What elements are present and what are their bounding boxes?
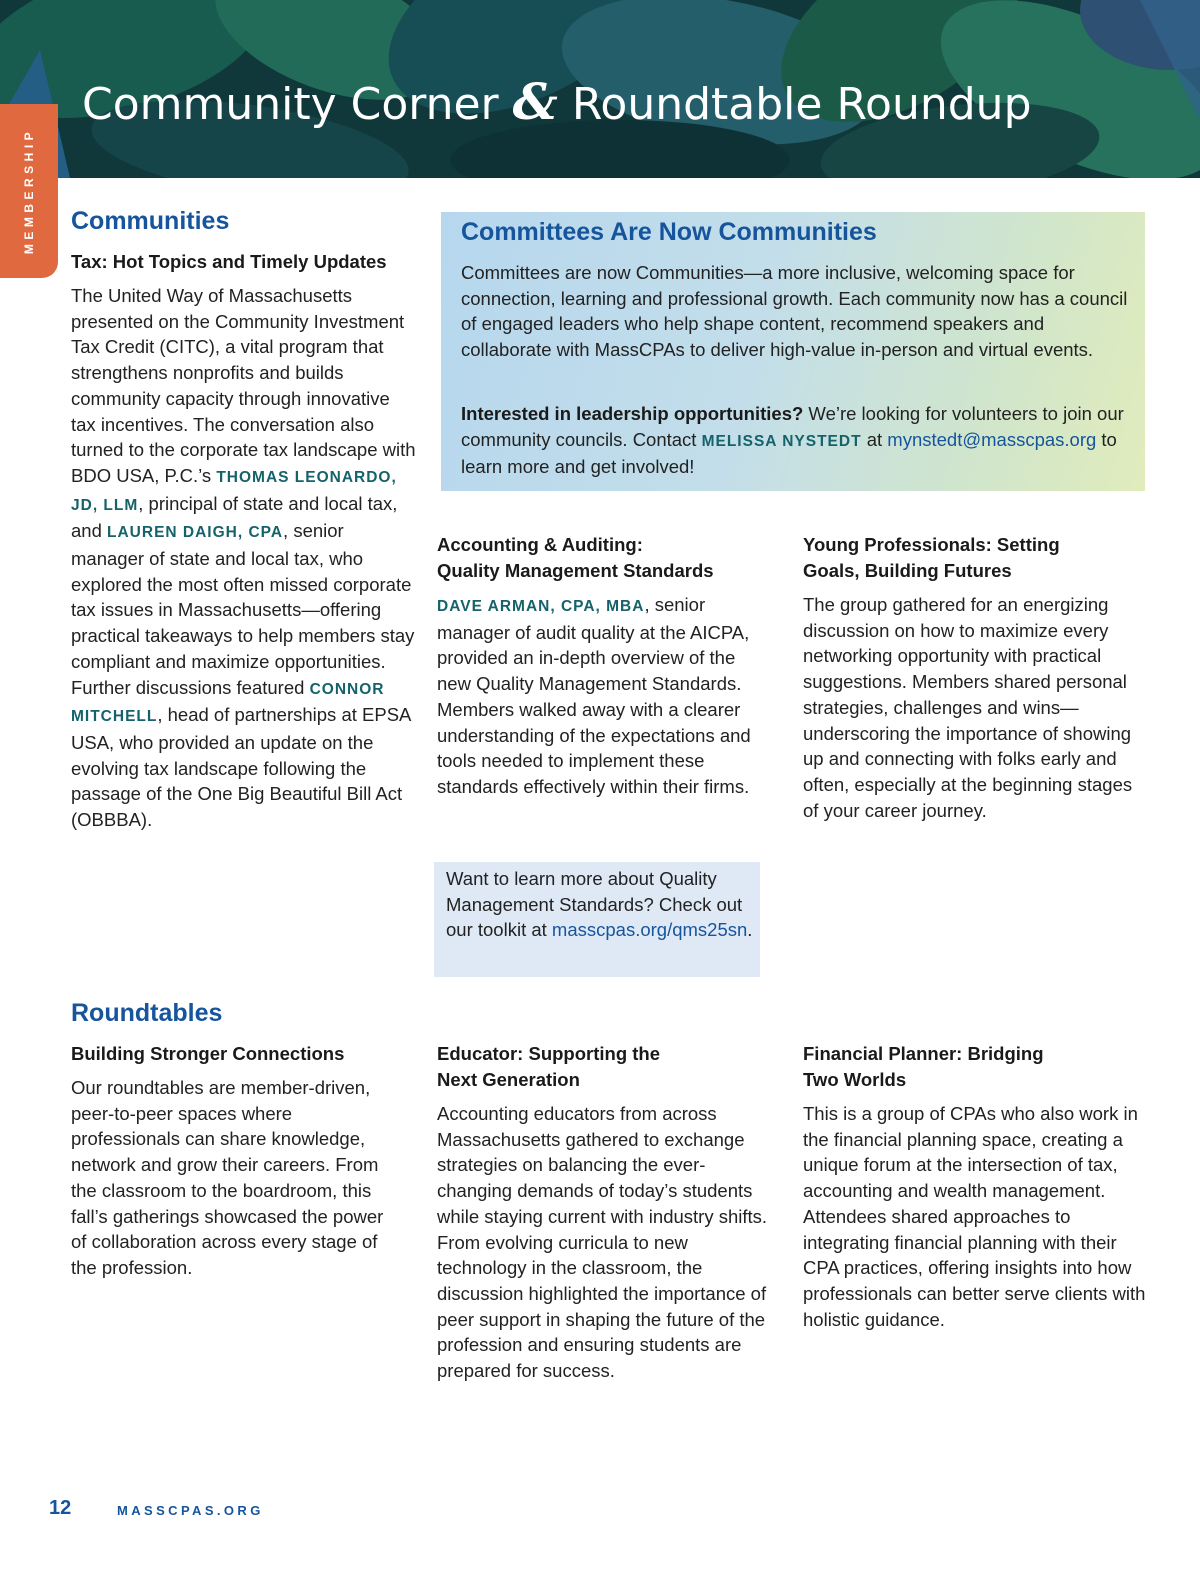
planner-heading-line-1: Financial Planner: Bridging [803,1043,1044,1064]
roundtables-intro-heading: Building Stronger Connections [71,1043,345,1064]
page-title [82,72,1032,131]
roundtables-intro-text: Our roundtables are member-driven, peer-to-peer spaces where professionals can share knowledge, network and grow their careers. From the classroom to the boardroom, this fall’s gatherings showcased the power of collaboration across every stage of the profession. [71,1077,384,1278]
communities-title: Communities [71,207,230,235]
header-banner [0,0,1200,178]
qms-tip-box [434,862,760,977]
tax-text-4: , head of partnerships at EPSA USA, who provided an update on the evolving tax landscape following the passage of the One Big Beautiful Bill Act (OBBBA). [71,704,411,831]
accounting-article [437,592,772,800]
tip-body: Want to learn more about Quality Management Standards? Check out our toolkit at [446,868,743,941]
page-number: 12 [49,1497,72,1519]
financial-planner-heading [803,1041,1143,1092]
tax-text-3: , senior manager of state and local tax, who explored the most often missed corporate tax issues in Massachusetts—offering practical takeaways to help members stay compliant and maximize opportunities. Further discussions featured [71,520,415,698]
highlight-body: Committees are now Communities—a more inclusive, welcoming space for connection, learning and professional growth. Each community now has a council of engaged leaders who help shape content, recommend speakers and collaborate with MassCPAs to deliver high-value in-person and virtual events. [461,262,1128,361]
educator-heading-line-1: Educator: Supporting the [437,1043,661,1064]
highlight-cta [461,401,1131,480]
title-ampersand: & [512,72,558,131]
footer-site-link[interactable]: MASSCPAS.ORG [117,1503,264,1518]
accounting-text: , senior manager of audit quality at the AICPA, provided an in-depth overview of the new Quality Management Standards. Members walked away with a clearer understanding of the expectations and tools needed to implement these standards effectively within their firms. [437,594,751,797]
young-heading-line-1: Young Professionals: Setting [803,534,1060,555]
educator-article: Accounting educators from across Massachusetts gathered to exchange strategies on balancing the ever-changing demands of today’s students while staying current with industry shifts. From evolving curricula to new technology in the classroom, the discussion highlighted the importance of peer support in shaping the future of the profession and ensuring students are prepared for success. [437,1103,768,1382]
cta-lead: Interested in leadership opportunities? [461,403,804,424]
highlight-title: Committees Are Now Communities [461,218,877,246]
tax-heading: Tax: Hot Topics and Timely Updates [71,251,387,272]
cta-text-2: at [861,428,888,450]
committees-highlight-box [441,212,1145,491]
person-name: THOMAS LEONARDO, JD, LLM [71,468,397,514]
tax-article [71,283,418,833]
accounting-heading-line-1: Accounting & Auditing: [437,534,643,555]
young-professionals-heading [803,532,1143,583]
contact-email-link[interactable]: mynstedt@masscpas.org [887,428,1097,450]
person-name: DAVE ARMAN, CPA, MBA [437,598,645,615]
person-name: LAUREN DAIGH, CPA [107,524,284,542]
young-professionals-article: The group gathered for an energizing discussion on how to maximize every networking opportunity with practical suggestions. Members shared personal strategies, challenges and wins—underscoring the importance of showing up and connecting with folks early and often, especially at the beginning stages of your career journey. [803,594,1133,821]
financial-planner-article: This is a group of CPAs who also work in the financial planning space, creating a unique forum at the intersection of tax, accounting and wealth management. Attendees shared approaches to integrating financial planning with their CPA practices, offering insights into how professionals can better serve clients with holistic guidance. [803,1103,1146,1330]
cta-text-3: to learn more and get involved! [461,428,1117,478]
title-part-2: Roundtable Roundup [571,79,1032,130]
cta-text-1: We’re looking for volunteers to join our community councils. Contact [461,403,1124,450]
accounting-heading [437,532,777,583]
roundtables-title: Roundtables [71,999,223,1027]
contact-name: MELISSA NYSTEDT [701,432,862,450]
educator-heading [437,1041,777,1092]
title-part-1: Community Corner [82,79,499,130]
side-tab-label: MEMBERSHIP [22,127,36,255]
tax-text-1: The United Way of Massachusetts presented on the Community Investment Tax Credit (CITC), a vital program that strengthens nonprofits and builds community capacity through innovative tax incentives. The conversation also turned to the corporate tax landscape with BDO USA, P.C.’s [71,285,416,486]
tax-text-2: , principal of state and local tax, and [71,492,398,542]
young-heading-line-2: Goals, Building Futures [803,559,1012,581]
person-name: CONNOR MITCHELL [71,680,385,726]
tip-text [446,866,756,943]
educator-heading-line-2: Next Generation [437,1068,580,1090]
tip-end: . [747,919,753,941]
toolkit-link[interactable]: masscpas.org/qms25sn [551,919,748,941]
section-side-tab [0,104,58,278]
planner-heading-line-2: Two Worlds [803,1068,907,1090]
accounting-heading-line-2: Quality Management Standards [437,559,714,581]
